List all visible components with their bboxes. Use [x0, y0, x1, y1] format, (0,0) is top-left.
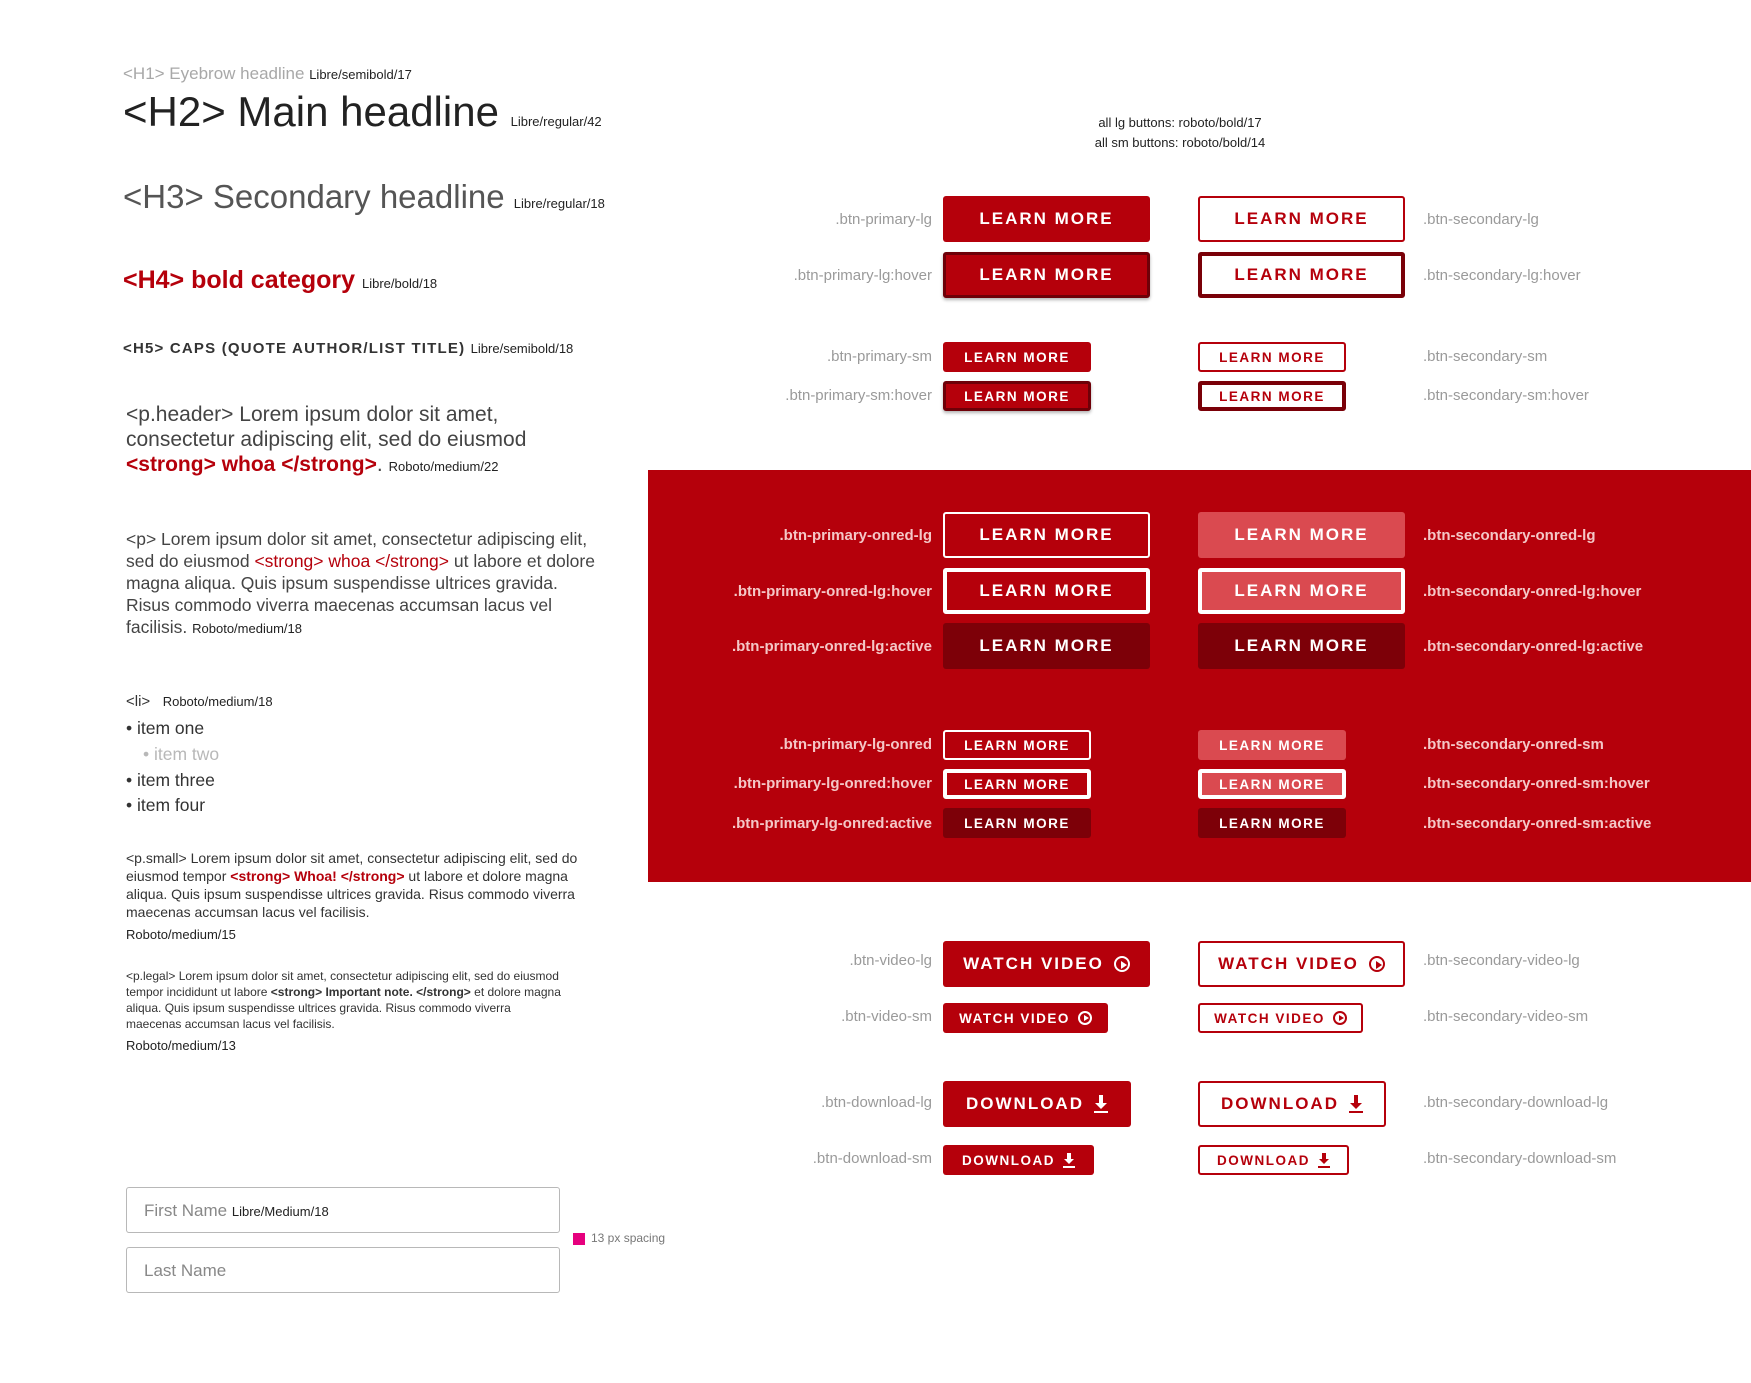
learn-more-button[interactable]: LEARN MORE — [1198, 808, 1346, 838]
learn-more-button[interactable]: LEARN MORE — [1198, 623, 1405, 669]
learn-more-button[interactable]: LEARN MORE — [1198, 730, 1346, 760]
download-icon — [1094, 1095, 1108, 1113]
p-small-spec: Roboto/medium/15 — [126, 927, 236, 942]
h2-sample — [123, 88, 602, 136]
h4-text: <H4> bold category — [123, 266, 356, 294]
p-legal-spec: Roboto/medium/13 — [126, 1038, 236, 1053]
download-icon — [1318, 1153, 1330, 1168]
learn-more-button[interactable]: LEARN MORE — [943, 623, 1150, 669]
list-item: • item four — [126, 795, 206, 815]
p-small-after: ut labore et dolore magna aliqua. Quis ipsum suspendisse ultrices gravida. Risus commodo viverra maecenas accumsan lacus vel facilisis. — [126, 868, 575, 920]
p-body-text: <p> Lorem ipsum dolor sit amet, consectetur adipiscing elit, sed do eiusmod — [126, 529, 588, 571]
play-circle-icon — [1114, 956, 1130, 972]
last-name-placeholder: Last Name — [144, 1261, 227, 1280]
li-spec: Roboto/medium/18 — [162, 694, 273, 709]
h4-spec: Libre/bold/18 — [361, 276, 438, 291]
button-spec-lg: all lg buttons: roboto/bold/17 — [1098, 115, 1262, 130]
label-primary-sm: .btn-primary-sm — [826, 348, 932, 365]
p-header-sample — [126, 402, 596, 479]
play-circle-icon — [1369, 956, 1385, 972]
play-circle-icon — [1333, 1011, 1347, 1025]
p-legal-strong: <strong> Important note. </strong> — [270, 985, 471, 999]
h2-spec: Libre/regular/42 — [510, 114, 602, 129]
spacing-note: 13 px spacing — [591, 1231, 666, 1245]
first-name-spec: Libre/Medium/18 — [231, 1204, 329, 1219]
list-item: • item three — [126, 770, 215, 790]
button-spec-sm: all sm buttons: roboto/bold/14 — [1094, 135, 1266, 150]
h5-text: <H5> CAPS (QUOTE AUTHOR/LIST TITLE) — [123, 340, 466, 357]
h3-spec: Libre/regular/18 — [513, 196, 605, 211]
download-label: DOWNLOAD — [966, 1094, 1084, 1113]
download-icon — [1063, 1153, 1075, 1168]
p-legal-text: <p.legal> Lorem ipsum dolor sit amet, consectetur adipiscing elit, sed do eiusmod tempor incididunt ut labore — [126, 969, 559, 999]
first-name-field[interactable] — [126, 1187, 560, 1233]
play-circle-icon — [1078, 1011, 1092, 1025]
download-button[interactable] — [1198, 1081, 1386, 1127]
watch-video-button[interactable] — [943, 1003, 1108, 1033]
p-header-strong: <strong> whoa </strong> — [126, 453, 377, 476]
label-secondary-lg: .btn-secondary-lg — [1423, 211, 1539, 228]
watch-video-button[interactable] — [1198, 941, 1405, 987]
label-secondary-onred-lg-hover: .btn-secondary-onred-lg:hover — [1423, 583, 1642, 600]
label-video-lg: .btn-video-lg — [849, 952, 932, 969]
h5-sample — [123, 340, 573, 357]
learn-more-button[interactable]: LEARN MORE — [1198, 252, 1405, 298]
download-button[interactable] — [943, 1145, 1094, 1175]
p-small-strong: <strong> Whoa! </strong> — [230, 868, 405, 884]
learn-more-button[interactable]: LEARN MORE — [943, 568, 1150, 614]
list-item: • item one — [126, 718, 205, 738]
label-secondary-onred-lg: .btn-secondary-onred-lg — [1423, 527, 1596, 544]
watch-video-label: WATCH VIDEO — [1214, 1010, 1325, 1026]
list-item: • item two — [143, 744, 220, 764]
last-name-field[interactable] — [126, 1247, 560, 1293]
p-body-spec: Roboto/medium/18 — [192, 621, 302, 636]
label-primary-onred-lg-active: .btn-primary-onred-lg:active — [731, 638, 932, 655]
p-small-sample — [126, 849, 586, 921]
label-primary-lg-hover: .btn-primary-lg:hover — [793, 267, 932, 284]
learn-more-button[interactable]: LEARN MORE — [943, 342, 1091, 372]
learn-more-button[interactable]: LEARN MORE — [943, 808, 1091, 838]
download-button[interactable] — [943, 1081, 1131, 1127]
h3-text: <H3> Secondary headline — [123, 178, 505, 215]
label-download-sm: .btn-download-sm — [812, 1150, 932, 1167]
learn-more-button[interactable]: LEARN MORE — [943, 769, 1091, 799]
download-label: DOWNLOAD — [962, 1152, 1055, 1168]
first-name-placeholder: First Name — [144, 1201, 228, 1220]
label-primary-sm-hover: .btn-primary-sm:hover — [785, 387, 932, 404]
label-secondary-download-lg: .btn-secondary-download-lg — [1423, 1094, 1609, 1111]
p-header-after: . — [376, 453, 383, 476]
learn-more-button[interactable]: LEARN MORE — [1198, 196, 1405, 242]
p-body-after: ut labore et dolore magna aliqua. Quis ipsum suspendisse ultrices gravida. Risus commodo viverra maecenas accumsan lacus vel facilisis. — [126, 551, 595, 637]
p-small-text: <p.small> Lorem ipsum dolor sit amet, consectetur adipiscing elit, sed do eiusmod tempor — [126, 850, 578, 884]
button-spec-note — [1040, 113, 1320, 153]
watch-video-label: WATCH VIDEO — [959, 1010, 1070, 1026]
learn-more-button[interactable]: LEARN MORE — [943, 512, 1150, 558]
label-video-sm: .btn-video-sm — [841, 1008, 932, 1025]
label-primary-lg-onred-active: .btn-primary-lg-onred:active — [731, 815, 932, 832]
label-secondary-onred-lg-active: .btn-secondary-onred-lg:active — [1423, 638, 1644, 655]
learn-more-button[interactable]: LEARN MORE — [943, 381, 1091, 411]
p-header-text: <p.header> Lorem ipsum dolor sit amet, consectetur adipiscing elit, sed do eiusmod — [126, 403, 527, 451]
label-secondary-onred-sm-active: .btn-secondary-onred-sm:active — [1423, 815, 1652, 832]
label-primary-lg: .btn-primary-lg — [835, 211, 932, 228]
spacing-swatch — [573, 1233, 585, 1245]
label-primary-lg-onred-hover: .btn-primary-lg-onred:hover — [733, 775, 932, 792]
watch-video-button[interactable] — [1198, 1003, 1363, 1033]
label-download-lg: .btn-download-lg — [821, 1094, 932, 1111]
learn-more-button[interactable]: LEARN MORE — [943, 196, 1150, 242]
watch-video-label: WATCH VIDEO — [1218, 954, 1359, 973]
p-body-strong: <strong> whoa </strong> — [254, 551, 450, 571]
label-secondary-download-sm: .btn-secondary-download-sm — [1423, 1150, 1617, 1167]
download-label: DOWNLOAD — [1217, 1152, 1310, 1168]
p-legal-after: et dolore magna aliqua. Quis ipsum suspendisse ultrices gravida. Risus commodo viverra maecenas accumsan lacus vel facilisis. — [126, 985, 561, 1031]
label-secondary-onred-sm-hover: .btn-secondary-onred-sm:hover — [1423, 775, 1650, 792]
p-header-spec: Roboto/medium/22 — [388, 459, 499, 474]
h2-text: <H2> Main headline — [123, 88, 499, 135]
h4-sample — [123, 266, 437, 295]
h1-sample — [123, 64, 412, 84]
li-tag: <li> — [126, 693, 151, 710]
learn-more-button[interactable]: LEARN MORE — [1198, 769, 1346, 799]
download-label: DOWNLOAD — [1221, 1094, 1339, 1113]
label-primary-onred-lg-hover: .btn-primary-onred-lg:hover — [733, 583, 932, 600]
label-secondary-video-sm: .btn-secondary-video-sm — [1423, 1008, 1589, 1025]
learn-more-button[interactable]: LEARN MORE — [1198, 512, 1405, 558]
learn-more-button[interactable]: LEARN MORE — [943, 252, 1150, 298]
label-secondary-onred-sm: .btn-secondary-onred-sm — [1423, 736, 1604, 753]
learn-more-button[interactable]: LEARN MORE — [1198, 381, 1346, 411]
label-primary-onred-lg: .btn-primary-onred-lg — [779, 527, 932, 544]
label-secondary-video-lg: .btn-secondary-video-lg — [1423, 952, 1580, 969]
li-heading — [126, 693, 273, 710]
h1-text: <H1> Eyebrow headline — [123, 64, 305, 83]
learn-more-button[interactable]: LEARN MORE — [943, 730, 1091, 760]
h1-spec: Libre/semibold/17 — [309, 67, 412, 82]
label-primary-lg-onred: .btn-primary-lg-onred — [779, 736, 932, 753]
learn-more-button[interactable]: LEARN MORE — [1198, 568, 1405, 614]
label-secondary-sm: .btn-secondary-sm — [1423, 348, 1548, 365]
h3-sample — [123, 178, 605, 216]
watch-video-button[interactable] — [943, 941, 1150, 987]
watch-video-label: WATCH VIDEO — [963, 954, 1104, 973]
h5-spec: Libre/semibold/18 — [470, 341, 574, 356]
p-body-sample — [126, 528, 606, 640]
learn-more-button[interactable]: LEARN MORE — [1198, 342, 1346, 372]
label-secondary-lg-hover: .btn-secondary-lg:hover — [1423, 267, 1581, 284]
label-secondary-sm-hover: .btn-secondary-sm:hover — [1423, 387, 1589, 404]
download-icon — [1349, 1095, 1363, 1113]
download-button[interactable] — [1198, 1145, 1349, 1175]
p-legal-sample — [126, 968, 566, 1032]
